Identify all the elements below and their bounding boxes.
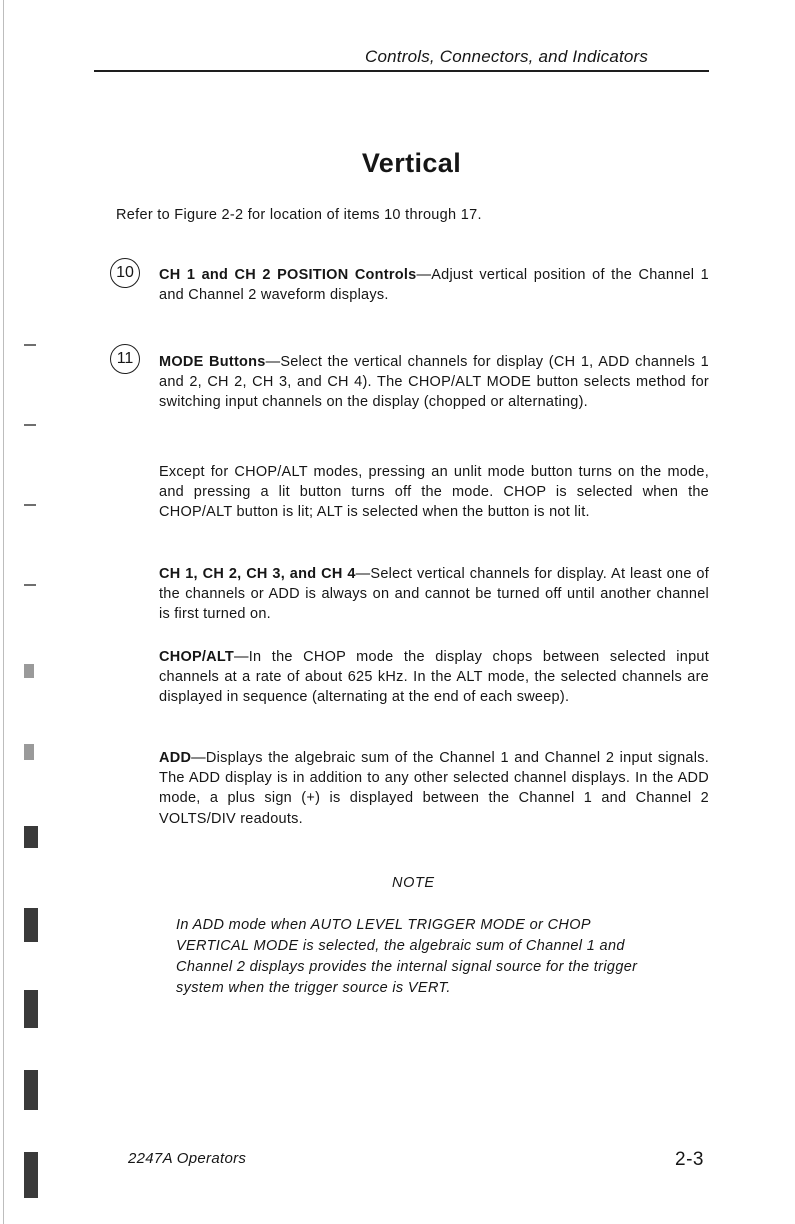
channels-text: —Select vertical channels for display. At least one of the channels or ADD is always on and cannot be turned off until another channel is first turned on. [159,566,710,623]
scan-edge [0,0,52,1224]
margin-tab-mark [24,990,38,1028]
header-rule [94,70,709,72]
item-number-badge: 11 [110,344,140,374]
margin-tab-mark [24,664,34,678]
margin-tab-mark [24,744,34,760]
item-11-description [159,352,709,413]
item-10-text: —Adjust vertical position of the Channel 1 and Channel 2 waveform displays. [159,267,709,304]
chop-alt-term: CHOP/ALT [159,649,235,665]
footer-manual-name: 2247A Operators [128,1150,247,1167]
margin-tab-mark [24,584,36,586]
item-number-badge: 10 [110,258,140,288]
intro-text: Refer to Figure 2-2 for location of items 10 through 17. [116,207,482,223]
margin-tab-mark [24,344,36,346]
channels-paragraph [159,564,709,625]
chop-alt-text: —In the CHOP mode the display chops between selected input channels at a rate of about 625 kHz. In the ALT mode, the selected channels are displayed in sequence (alternating at the end of each sweep). [159,649,709,706]
margin-tab-mark [24,504,36,506]
running-head: Controls, Connectors, and Indicators [365,47,649,66]
add-text: —Displays the algebraic sum of the Channel 1 and Channel 2 input signals. The ADD display is in addition to any other selected channel displays. In the ADD mode, a plus sign (+) is displayed between the Channel 1 and Channel 2 VOLTS/DIV readouts. [159,750,709,827]
item-10-description [159,265,709,305]
margin-tab-mark [24,424,36,426]
margin-tab-mark [24,1070,38,1110]
margin-tab-mark [24,826,38,848]
add-paragraph [159,748,709,829]
chop-alt-paragraph [159,647,709,708]
margin-tab-mark [24,1152,38,1198]
section-title: Vertical [361,148,462,178]
page-number: 2-3 [675,1149,704,1170]
mode-behavior-paragraph: Except for CHOP/ALT modes, pressing an unlit mode button turns on the mode, and pressing a lit button turns off the mode. CHOP is selected when the CHOP/ALT button is lit; ALT is selected when the button is not lit. [159,464,709,521]
item-11-term: MODE Buttons [159,354,266,370]
margin-tab-mark [24,908,38,942]
channels-term: CH 1, CH 2, CH 3, and CH 4 [159,566,356,582]
note-body: In ADD mode when AUTO LEVEL TRIGGER MODE or CHOP VERTICAL MODE is selected, the algebraic sum of Channel 1 and Channel 2 displays provides the internal signal source for the trigger system when the trigger source is VERT. [176,917,638,996]
item-11-text: —Select the vertical channels for display (CH 1, ADD channels 1 and 2, CH 2, CH 3, and CH 4). The CHOP/ALT MODE button selects method for switching input channels on the display (chopped or alternating). [159,354,709,411]
add-term: ADD [159,750,192,766]
note-title: NOTE [392,875,435,891]
item-10-term: CH 1 and CH 2 POSITION Controls [159,267,417,283]
binding-edge-line [3,0,4,1224]
